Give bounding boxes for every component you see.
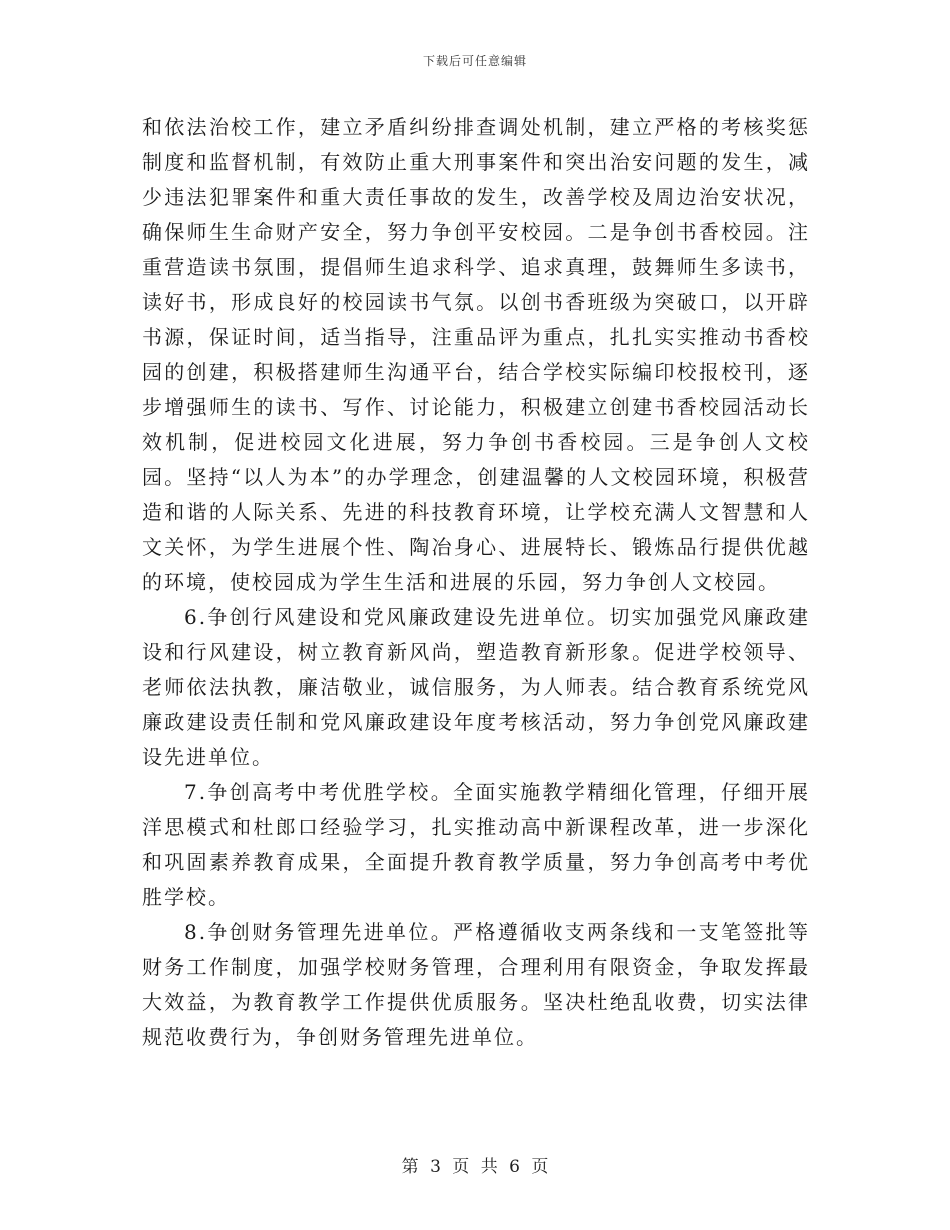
page-number-footer: 第 3 页 共 6 页 (401, 1157, 549, 1177)
document-body (142, 110, 810, 1055)
page-header-note: 下载后可任意编辑 (422, 54, 527, 68)
paragraph-safe-campus-book-campus-humanistic-campus: 和依法治校工作，建立矛盾纠纷排查调处机制，建立严格的考核奖惩制度和监督机制，有效防止重大刑事案件和突出治安问题的发生，减少违法犯罪案件和重大责任事故的发生，改善学校及周边治安状况，确保师生生命财产安全，努力争创平安校园。二是争创书香校园。注重营造读书氛围，提倡师生追求科学、追求真理，鼓舞师生多读书，读好书，形成良好的校园读书气氛。以创书香班级为突破口，以开辟书源，保证时间，适当指导，注重品评为重点，扎扎实实推动书香校园的创建，积极搭建师生沟通平台，结合学校实际编印校报校刊，逐步增强师生的读书、写作、讨论能力，积极建立创建书香校园活动长效机制，促进校园文化进展，努力争创书香校园。三是争创人文校园。坚持“以人为本”的办学理念，创建温馨的人文校园环境，积极营造和谐的人际关系、先进的科技教育环境，让学校充满人文智慧和人文关怀，为学生进展个性、陶冶身心、进展特长、锻炼品行提供优越的环境，使校园成为学生生活和进展的乐园，努力争创人文校园。 (142, 115, 810, 594)
paragraph-item-6-conduct-integrity: 6.争创行风建设和党风廉政建设先进单位。切实加强党风廉政建设和行风建设，树立教育新风尚，塑造教育新形象。促进学校领导、老师依法执教，廉洁敬业，诚信服务，为人师表。结合教育系统党风廉政建设责任制和党风廉政建设年度考核活动，努力争创党风廉政建设先进单位。 (142, 605, 810, 769)
paragraph-item-8-financial-management: 8.争创财务管理先进单位。严格遵循收支两条线和一支笔签批等财务工作制度，加强学校财务管理，合理利用有限资金，争取发挥最大效益，为教育教学工作提供优质服务。坚决杜绝乱收费，切实法律规范收费行为，争创财务管理先进单位。 (142, 920, 810, 1049)
paragraph-item-7-exam-excellence: 7.争创高考中考优胜学校。全面实施教学精细化管理，仔细开展洋思模式和杜郎口经验学习，扎实推动高中新课程改革，进一步深化和巩固素养教育成果，全面提升教育教学质量，努力争创高考中考优胜学校。 (142, 780, 810, 909)
